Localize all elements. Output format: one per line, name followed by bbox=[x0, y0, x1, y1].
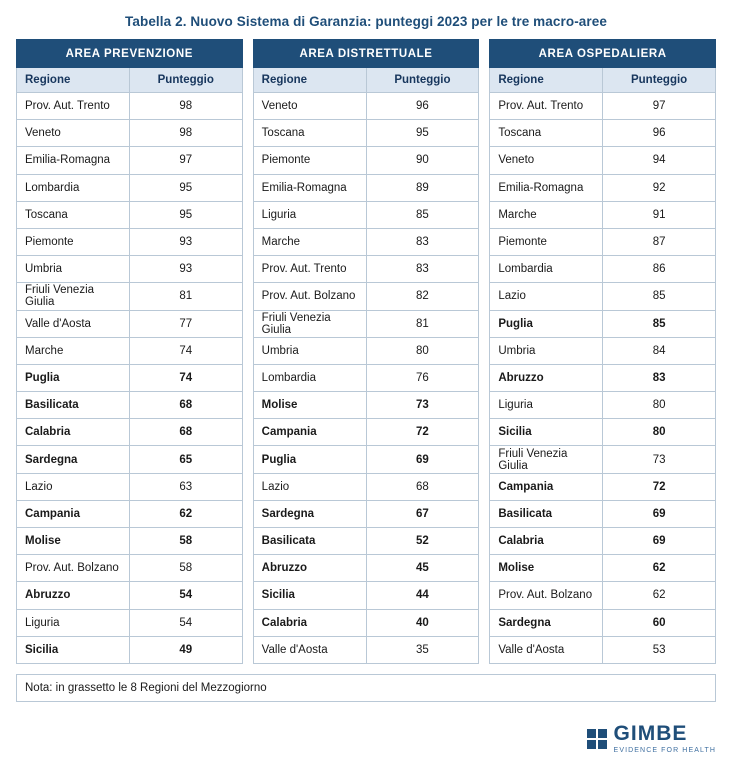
cell-score: 65 bbox=[129, 446, 242, 473]
cell-score: 60 bbox=[603, 609, 716, 636]
table-body-prevenzione bbox=[17, 93, 243, 664]
cell-region: Emilia-Romagna bbox=[17, 147, 130, 174]
cell-region: Emilia-Romagna bbox=[490, 174, 603, 201]
cell-score: 95 bbox=[129, 201, 242, 228]
cell-score: 67 bbox=[366, 500, 479, 527]
cell-score: 49 bbox=[129, 636, 242, 663]
table-row bbox=[17, 473, 243, 500]
table-row bbox=[490, 609, 716, 636]
table-row bbox=[490, 636, 716, 663]
cell-score: 92 bbox=[603, 174, 716, 201]
column-header-row bbox=[490, 68, 716, 93]
cell-score: 35 bbox=[366, 636, 479, 663]
table-row bbox=[490, 283, 716, 310]
cell-region: Lazio bbox=[17, 473, 130, 500]
cell-region: Puglia bbox=[490, 310, 603, 337]
table-row bbox=[490, 582, 716, 609]
table-row bbox=[490, 228, 716, 255]
table-row bbox=[253, 120, 479, 147]
table-row bbox=[490, 310, 716, 337]
cell-score: 68 bbox=[129, 419, 242, 446]
table-row bbox=[253, 228, 479, 255]
cell-score: 97 bbox=[603, 93, 716, 120]
table-row bbox=[17, 283, 243, 310]
cell-score: 69 bbox=[603, 500, 716, 527]
cell-region: Umbria bbox=[490, 337, 603, 364]
cell-score: 80 bbox=[603, 392, 716, 419]
brand-logo bbox=[587, 723, 716, 754]
cell-score: 86 bbox=[603, 256, 716, 283]
cell-score: 72 bbox=[366, 419, 479, 446]
cell-region: Valle d'Aosta bbox=[253, 636, 366, 663]
cell-region: Basilicata bbox=[490, 500, 603, 527]
cell-region: Sardegna bbox=[253, 500, 366, 527]
table-row bbox=[490, 419, 716, 446]
table-row bbox=[490, 555, 716, 582]
cell-region: Lombardia bbox=[490, 256, 603, 283]
cell-score: 81 bbox=[129, 283, 242, 310]
cell-score: 69 bbox=[366, 446, 479, 473]
cell-region: Basilicata bbox=[253, 528, 366, 555]
cell-score: 58 bbox=[129, 555, 242, 582]
cell-region: Molise bbox=[490, 555, 603, 582]
column-header-row bbox=[17, 68, 243, 93]
cell-region: Veneto bbox=[17, 120, 130, 147]
cell-region: Friuli Venezia Giulia bbox=[17, 283, 130, 310]
cell-region: Prov. Aut. Trento bbox=[490, 93, 603, 120]
cell-score: 62 bbox=[129, 500, 242, 527]
cell-region: Sardegna bbox=[17, 446, 130, 473]
table-row bbox=[17, 392, 243, 419]
table-row bbox=[17, 201, 243, 228]
cell-region: Prov. Aut. Trento bbox=[17, 93, 130, 120]
table-row bbox=[17, 147, 243, 174]
cell-region: Calabria bbox=[253, 609, 366, 636]
cell-score: 62 bbox=[603, 582, 716, 609]
table-row bbox=[253, 609, 479, 636]
logo-text-group bbox=[614, 723, 716, 754]
table-row bbox=[490, 364, 716, 391]
table-row bbox=[17, 500, 243, 527]
table-block-prevenzione bbox=[16, 39, 243, 664]
column-header-region: Regione bbox=[253, 68, 366, 93]
cell-region: Lombardia bbox=[253, 364, 366, 391]
table-row bbox=[253, 555, 479, 582]
table-header-row bbox=[17, 40, 243, 68]
cell-region: Piemonte bbox=[490, 228, 603, 255]
table-row bbox=[253, 174, 479, 201]
cell-region: Puglia bbox=[253, 446, 366, 473]
table-row bbox=[253, 528, 479, 555]
table-ospedaliera bbox=[489, 39, 716, 664]
cell-score: 93 bbox=[129, 256, 242, 283]
logo-tagline: EVIDENCE FOR HEALTH bbox=[613, 747, 716, 754]
cell-score: 90 bbox=[366, 147, 479, 174]
column-header-region: Regione bbox=[490, 68, 603, 93]
cell-region: Molise bbox=[253, 392, 366, 419]
table-row bbox=[490, 120, 716, 147]
cell-region: Prov. Aut. Bolzano bbox=[17, 555, 130, 582]
table-row bbox=[253, 473, 479, 500]
table-row bbox=[490, 528, 716, 555]
cell-region: Veneto bbox=[253, 93, 366, 120]
table-row bbox=[17, 609, 243, 636]
cell-score: 85 bbox=[603, 310, 716, 337]
table-row bbox=[17, 636, 243, 663]
cell-score: 81 bbox=[366, 310, 479, 337]
table-row bbox=[490, 147, 716, 174]
cell-region: Prov. Aut. Bolzano bbox=[253, 283, 366, 310]
cell-score: 97 bbox=[129, 147, 242, 174]
table-row bbox=[17, 93, 243, 120]
table-row bbox=[17, 419, 243, 446]
cell-score: 45 bbox=[366, 555, 479, 582]
cell-score: 94 bbox=[603, 147, 716, 174]
table-row bbox=[253, 500, 479, 527]
table-row bbox=[253, 201, 479, 228]
table-block-ospedaliera bbox=[489, 39, 716, 664]
cell-score: 83 bbox=[366, 256, 479, 283]
column-header-score: Punteggio bbox=[366, 68, 479, 93]
cell-region: Piemonte bbox=[17, 228, 130, 255]
table-row bbox=[490, 500, 716, 527]
cell-score: 73 bbox=[603, 446, 716, 473]
cell-region: Campania bbox=[17, 500, 130, 527]
cell-score: 80 bbox=[603, 419, 716, 446]
table-row bbox=[17, 364, 243, 391]
cell-region: Toscana bbox=[17, 201, 130, 228]
cell-score: 69 bbox=[603, 528, 716, 555]
cell-region: Campania bbox=[253, 419, 366, 446]
table-row bbox=[253, 582, 479, 609]
cell-score: 83 bbox=[366, 228, 479, 255]
table-row bbox=[17, 174, 243, 201]
cell-score: 73 bbox=[366, 392, 479, 419]
cell-region: Calabria bbox=[17, 419, 130, 446]
table-row bbox=[253, 364, 479, 391]
cell-score: 44 bbox=[366, 582, 479, 609]
cell-score: 54 bbox=[129, 609, 242, 636]
table-body-ospedaliera bbox=[490, 93, 716, 664]
table-row bbox=[253, 256, 479, 283]
cell-region: Campania bbox=[490, 473, 603, 500]
cell-region: Umbria bbox=[253, 337, 366, 364]
cell-region: Abruzzo bbox=[490, 364, 603, 391]
cell-region: Lazio bbox=[253, 473, 366, 500]
table-row bbox=[490, 392, 716, 419]
table-row bbox=[253, 310, 479, 337]
table-row bbox=[490, 473, 716, 500]
cell-region: Basilicata bbox=[17, 392, 130, 419]
table-header-row bbox=[490, 40, 716, 68]
cell-score: 84 bbox=[603, 337, 716, 364]
cell-region: Liguria bbox=[17, 609, 130, 636]
table-row bbox=[253, 93, 479, 120]
table-body-distrettuale bbox=[253, 93, 479, 664]
cell-region: Veneto bbox=[490, 147, 603, 174]
area-title-prevenzione: AREA PREVENZIONE bbox=[17, 40, 243, 68]
cell-score: 98 bbox=[129, 93, 242, 120]
cell-score: 85 bbox=[366, 201, 479, 228]
cell-score: 68 bbox=[366, 473, 479, 500]
cell-score: 87 bbox=[603, 228, 716, 255]
cell-region: Prov. Aut. Trento bbox=[253, 256, 366, 283]
table-header-row bbox=[253, 40, 479, 68]
table-distrettuale bbox=[253, 39, 480, 664]
table-row bbox=[490, 93, 716, 120]
table-row bbox=[17, 582, 243, 609]
table-row bbox=[17, 337, 243, 364]
page-title: Tabella 2. Nuovo Sistema di Garanzia: punteggi 2023 per le tre macro-aree bbox=[125, 14, 607, 29]
cell-score: 98 bbox=[129, 120, 242, 147]
table-row bbox=[17, 228, 243, 255]
column-header-score: Punteggio bbox=[603, 68, 716, 93]
tables-container bbox=[0, 39, 732, 664]
table-note: Nota: in grassetto le 8 Regioni del Mezzogiorno bbox=[16, 674, 716, 702]
cell-region: Umbria bbox=[17, 256, 130, 283]
cell-region: Toscana bbox=[253, 120, 366, 147]
cell-region: Abruzzo bbox=[17, 582, 130, 609]
cell-score: 91 bbox=[603, 201, 716, 228]
cell-score: 53 bbox=[603, 636, 716, 663]
cell-region: Toscana bbox=[490, 120, 603, 147]
cell-score: 80 bbox=[366, 337, 479, 364]
table-row bbox=[17, 528, 243, 555]
table-row bbox=[253, 392, 479, 419]
cell-score: 96 bbox=[603, 120, 716, 147]
cell-region: Marche bbox=[17, 337, 130, 364]
cell-score: 74 bbox=[129, 337, 242, 364]
cell-region: Sicilia bbox=[253, 582, 366, 609]
table-row bbox=[253, 283, 479, 310]
cell-score: 52 bbox=[366, 528, 479, 555]
cell-region: Emilia-Romagna bbox=[253, 174, 366, 201]
table-block-distrettuale bbox=[253, 39, 480, 664]
area-title-distrettuale: AREA DISTRETTUALE bbox=[253, 40, 479, 68]
cell-score: 72 bbox=[603, 473, 716, 500]
table-row bbox=[490, 174, 716, 201]
cell-score: 68 bbox=[129, 392, 242, 419]
logo-name: GIMBE bbox=[613, 722, 688, 745]
table-row bbox=[17, 120, 243, 147]
cell-score: 76 bbox=[366, 364, 479, 391]
gimbe-logo-icon bbox=[587, 729, 607, 749]
cell-region: Marche bbox=[253, 228, 366, 255]
table-row bbox=[253, 636, 479, 663]
table-row bbox=[253, 147, 479, 174]
cell-region: Piemonte bbox=[253, 147, 366, 174]
cell-region: Sardegna bbox=[490, 609, 603, 636]
cell-region: Abruzzo bbox=[253, 555, 366, 582]
table-row bbox=[17, 310, 243, 337]
cell-region: Sicilia bbox=[17, 636, 130, 663]
cell-region: Puglia bbox=[17, 364, 130, 391]
cell-score: 96 bbox=[366, 93, 479, 120]
table-row bbox=[490, 201, 716, 228]
cell-region: Molise bbox=[17, 528, 130, 555]
table-prevenzione bbox=[16, 39, 243, 664]
cell-region: Sicilia bbox=[490, 419, 603, 446]
column-header-row bbox=[253, 68, 479, 93]
area-title-ospedaliera: AREA OSPEDALIERA bbox=[490, 40, 716, 68]
table-row bbox=[253, 337, 479, 364]
cell-score: 89 bbox=[366, 174, 479, 201]
column-header-score: Punteggio bbox=[129, 68, 242, 93]
cell-region: Liguria bbox=[253, 201, 366, 228]
cell-region: Valle d'Aosta bbox=[17, 310, 130, 337]
cell-region: Marche bbox=[490, 201, 603, 228]
cell-region: Lazio bbox=[490, 283, 603, 310]
cell-score: 62 bbox=[603, 555, 716, 582]
cell-region: Calabria bbox=[490, 528, 603, 555]
cell-score: 77 bbox=[129, 310, 242, 337]
cell-score: 95 bbox=[366, 120, 479, 147]
table-row bbox=[253, 446, 479, 473]
cell-score: 58 bbox=[129, 528, 242, 555]
table-row bbox=[490, 446, 716, 473]
cell-region: Friuli Venezia Giulia bbox=[253, 310, 366, 337]
table-row bbox=[253, 419, 479, 446]
cell-score: 85 bbox=[603, 283, 716, 310]
table-row bbox=[490, 337, 716, 364]
cell-region: Prov. Aut. Bolzano bbox=[490, 582, 603, 609]
column-header-region: Regione bbox=[17, 68, 130, 93]
cell-score: 82 bbox=[366, 283, 479, 310]
cell-score: 63 bbox=[129, 473, 242, 500]
table-row bbox=[17, 256, 243, 283]
cell-region: Friuli Venezia Giulia bbox=[490, 446, 603, 473]
table-row bbox=[17, 555, 243, 582]
cell-score: 95 bbox=[129, 174, 242, 201]
cell-region: Lombardia bbox=[17, 174, 130, 201]
cell-score: 93 bbox=[129, 228, 242, 255]
table-row bbox=[17, 446, 243, 473]
cell-score: 83 bbox=[603, 364, 716, 391]
cell-region: Valle d'Aosta bbox=[490, 636, 603, 663]
cell-region: Liguria bbox=[490, 392, 603, 419]
table-row bbox=[490, 256, 716, 283]
cell-score: 40 bbox=[366, 609, 479, 636]
cell-score: 54 bbox=[129, 582, 242, 609]
cell-score: 74 bbox=[129, 364, 242, 391]
